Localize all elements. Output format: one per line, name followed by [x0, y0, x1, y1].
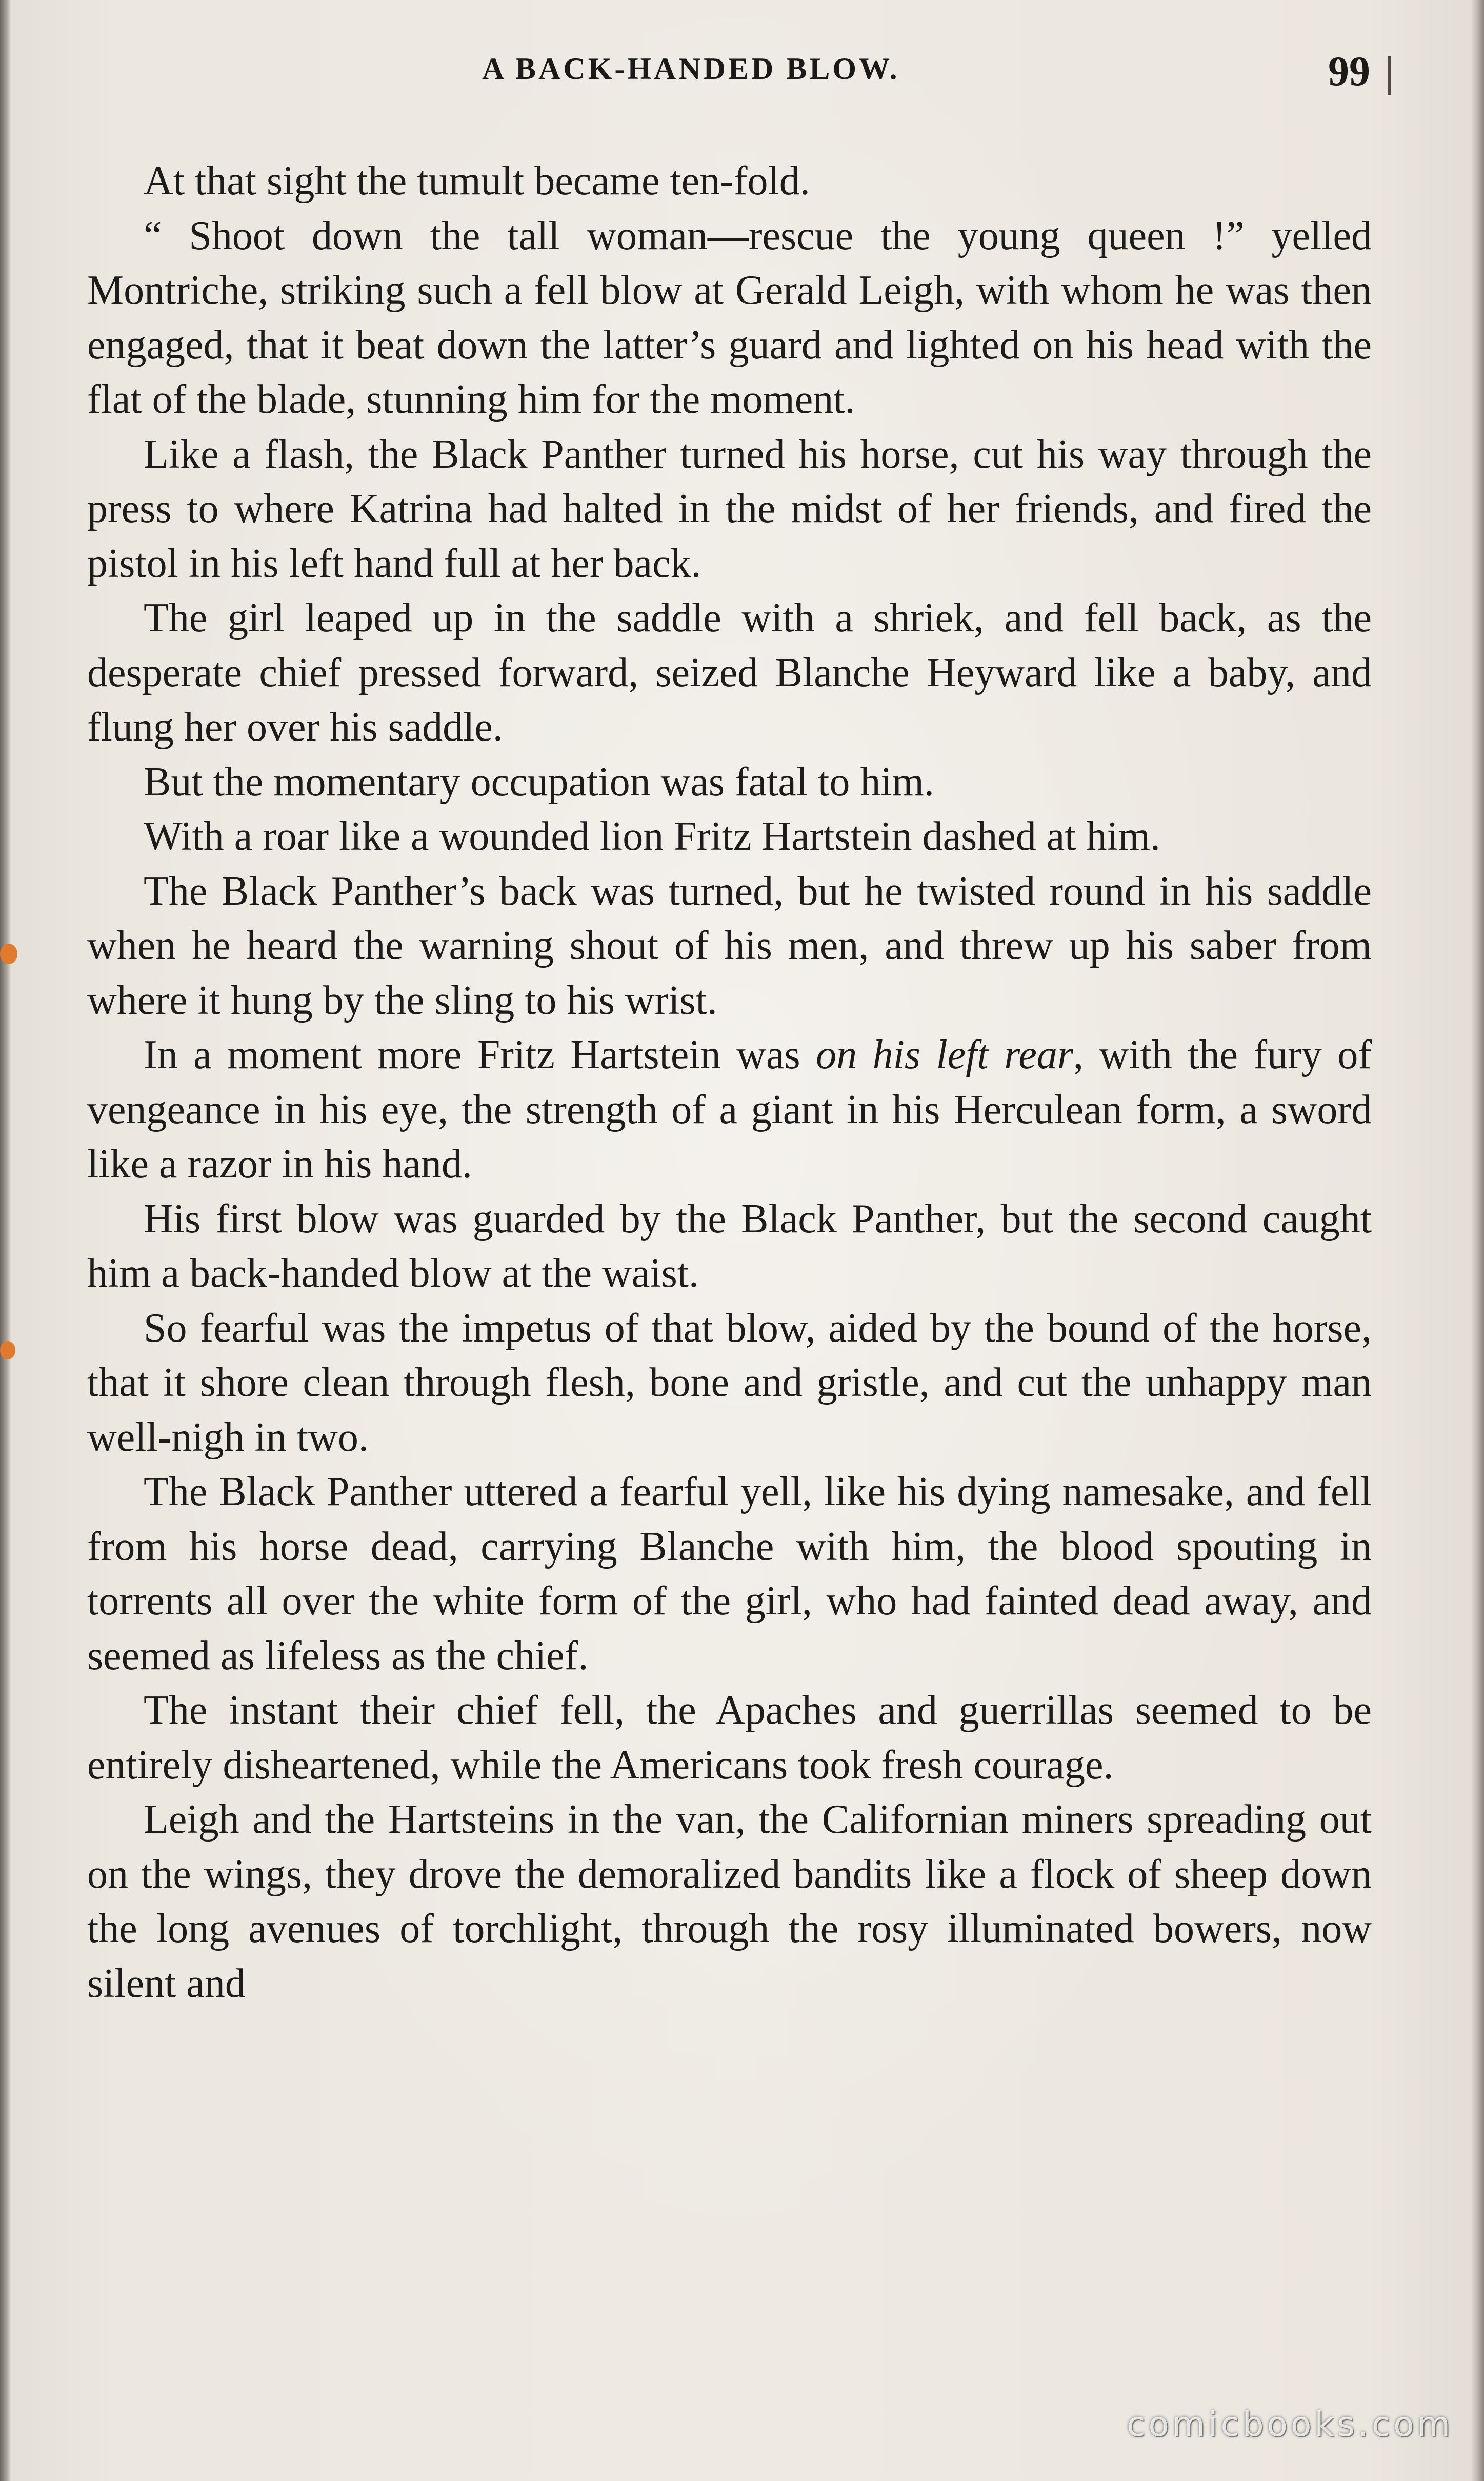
orange-stain-mark — [0, 944, 17, 964]
paragraph: The Black Panther’s back was turned, but he twisted round in his saddle when he heard the warning shout of his men, and threw up his saber from where it hung by the sling to his wrist. — [87, 868, 1372, 1023]
paragraph: With a roar like a wounded lion Fritz Hartstein dashed at him. — [144, 814, 1160, 859]
italic-phrase: on his left rear — [816, 1032, 1074, 1077]
paragraph-text: , with the fury of vengeance in his eye, the strength of a giant in his Herculean form, a sword like a razor in his hand. — [87, 1032, 1372, 1187]
body-text — [87, 154, 1372, 2011]
paragraph: But the momentary occupation was fatal to him. — [144, 759, 934, 805]
page-left-edge — [0, 0, 11, 2481]
page-number: 99 — [1328, 48, 1370, 94]
page-right-edge — [1471, 0, 1484, 2481]
page-number-rule — [1388, 56, 1391, 95]
paragraph: The girl leaped up in the saddle with a shriek, and fell back, as the desperate chief pressed forward, seized Blanche Heyward like a baby, and flung her over his saddle. — [87, 595, 1372, 750]
paragraph: So fearful was the impetus of that blow, aided by the bound of the horse, that it shore clean through flesh, bone and gristle, and cut the unhappy man well-nigh in two. — [87, 1305, 1372, 1460]
paragraph: “ Shoot down the tall woman—rescue the young queen !” yelled Montriche, striking such a fell blow at Gerald Leigh, with whom he was then engaged, that it beat down the latter’s guard and lighted on his head with the flat of the blade, stunning him for the moment. — [87, 213, 1372, 422]
paragraph: The Black Panther uttered a fearful yell, like his dying namesake, and fell from his horse dead, carrying Blanche with him, the blood spouting in torrents all over the white form of the girl, who had fainted dead away, and seemed as lifeless as the chief. — [87, 1469, 1372, 1678]
paragraph-text: In a moment more Fritz Hartstein was — [144, 1032, 816, 1077]
orange-stain-mark — [0, 1341, 15, 1359]
paragraph: The instant their chief fell, the Apaches and guerrillas seemed to be entirely disheartened, while the Americans took fresh courage. — [87, 1688, 1372, 1788]
paragraph: At that sight the tumult became ten-fold. — [144, 158, 810, 204]
paragraph: Like a flash, the Black Panther turned his horse, cut his way through the press to where Katrina had halted in the midst of her friends, and fired the pistol in his left hand full at her back. — [87, 431, 1372, 586]
paragraph — [87, 1028, 1372, 1192]
watermark: comicbooks.com — [1127, 2405, 1453, 2444]
running-head-title: A BACK-HANDED BLOW. — [482, 52, 900, 86]
paragraph: His first blow was guarded by the Black Panther, but the second caught him a back-handed blow at the waist. — [87, 1196, 1372, 1296]
paragraph: Leigh and the Hartsteins in the van, the Californian miners spreading out on the wings, they drove the demoralized bandits like a flock of sheep down the long avenues of torchlight, through the rosy illuminated bowers, now silent and — [87, 1797, 1372, 2006]
